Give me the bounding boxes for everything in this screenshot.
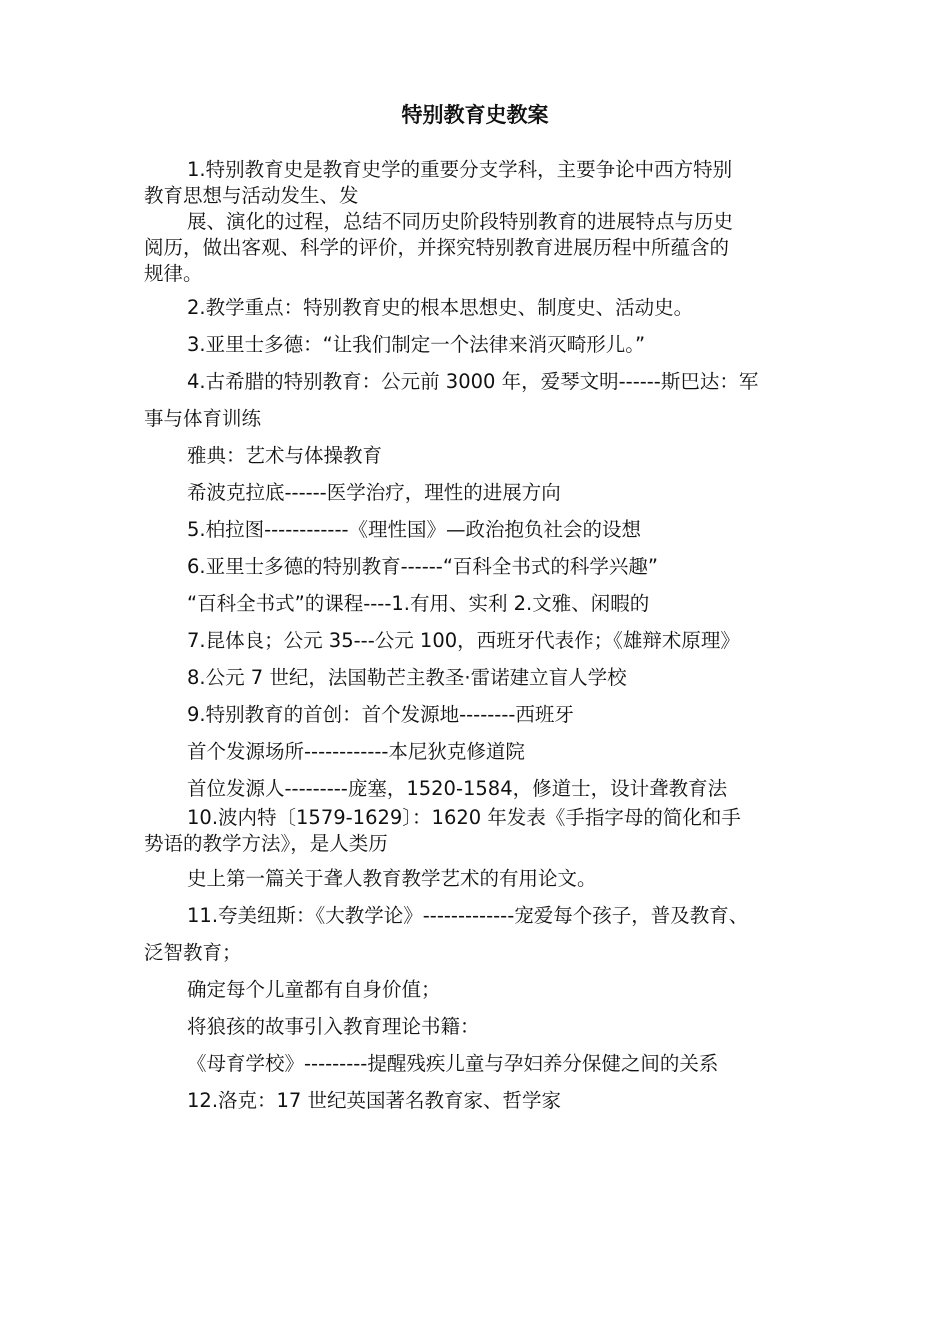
paragraph-line: 史上第一篇关于聋人教育教学艺术的有用论文。 (187, 867, 597, 890)
paragraph-line: 首个发源场所------------本尼狄克修道院 (187, 740, 525, 763)
paragraph-line: 教育思想与活动发生、发 (144, 184, 359, 207)
paragraph-line: 势语的教学方法》，是人类历 (144, 832, 388, 855)
paragraph-line: 泛智教育； (144, 941, 242, 964)
paragraph-line: 5.柏拉图------------《理性国》—政治抱负社会的设想 (187, 518, 642, 541)
paragraph-line: “百科全书式”的课程----1.有用、实利 2.文雅、闲暇的 (187, 592, 650, 615)
paragraph-line: 4.古希腊的特别教育：公元前 3000 年，爱琴文明------斯巴达：军 (187, 370, 759, 393)
paragraph-line: 3.亚里士多德：“让我们制定一个法律来消灭畸形儿。” (187, 333, 646, 356)
paragraph-line: 确定每个儿童都有自身价值； (187, 978, 441, 1001)
paragraph-line: 12.洛克：17 世纪英国著名教育家、哲学家 (187, 1089, 562, 1112)
paragraph-line: 7.昆体良；公元 35---公元 100，西班牙代表作；《雄辩术原理》 (187, 629, 740, 652)
paragraph-line: 首位发源人---------庞塞，1520-1584，修道士，设计聋教育法 (187, 777, 728, 800)
paragraph-line: 2.教学重点：特别教育史的根本思想史、制度史、活动史。 (187, 296, 694, 319)
paragraph-line: 阅历，做出客观、科学的评价，并探究特别教育进展历程中所蕴含的 (144, 236, 730, 259)
paragraph-line: 将狼孩的故事引入教育理论书籍： (187, 1015, 480, 1038)
paragraph-line: 9.特别教育的首创：首个发源地--------西班牙 (187, 703, 574, 726)
paragraph-line: 11.夸美纽斯：《大教学论》-------------宠爱每个孩子，普及教育、 (187, 904, 749, 927)
paragraph-line: 8.公元 7 世纪，法国勒芒主教圣·雷诺建立盲人学校 (187, 666, 627, 689)
paragraph-line: 10.波内特〔1579-1629〕：1620 年发表《手指字母的简化和手 (187, 806, 741, 829)
paragraph-line: 希波克拉底------医学治疗，理性的进展方向 (187, 481, 561, 504)
document-title: 特别教育史教案 (401, 103, 549, 127)
paragraph-line: 规律。 (144, 262, 203, 285)
paragraph-line: 1.特别教育史是教育史学的重要分支学科，主要争论中西方特别 (187, 158, 733, 181)
paragraph-line: 6.亚里士多德的特别教育------“百科全书式的科学兴趣” (187, 555, 659, 578)
paragraph-line: 《母育学校》---------提醒残疾儿童与孕妇养分保健之间的关系 (187, 1052, 719, 1075)
paragraph-line: 展、演化的过程，总结不同历史阶段特别教育的进展特点与历史 (187, 210, 734, 233)
paragraph-line: 事与体育训练 (144, 407, 262, 430)
paragraph-line: 雅典：艺术与体操教育 (187, 444, 383, 467)
